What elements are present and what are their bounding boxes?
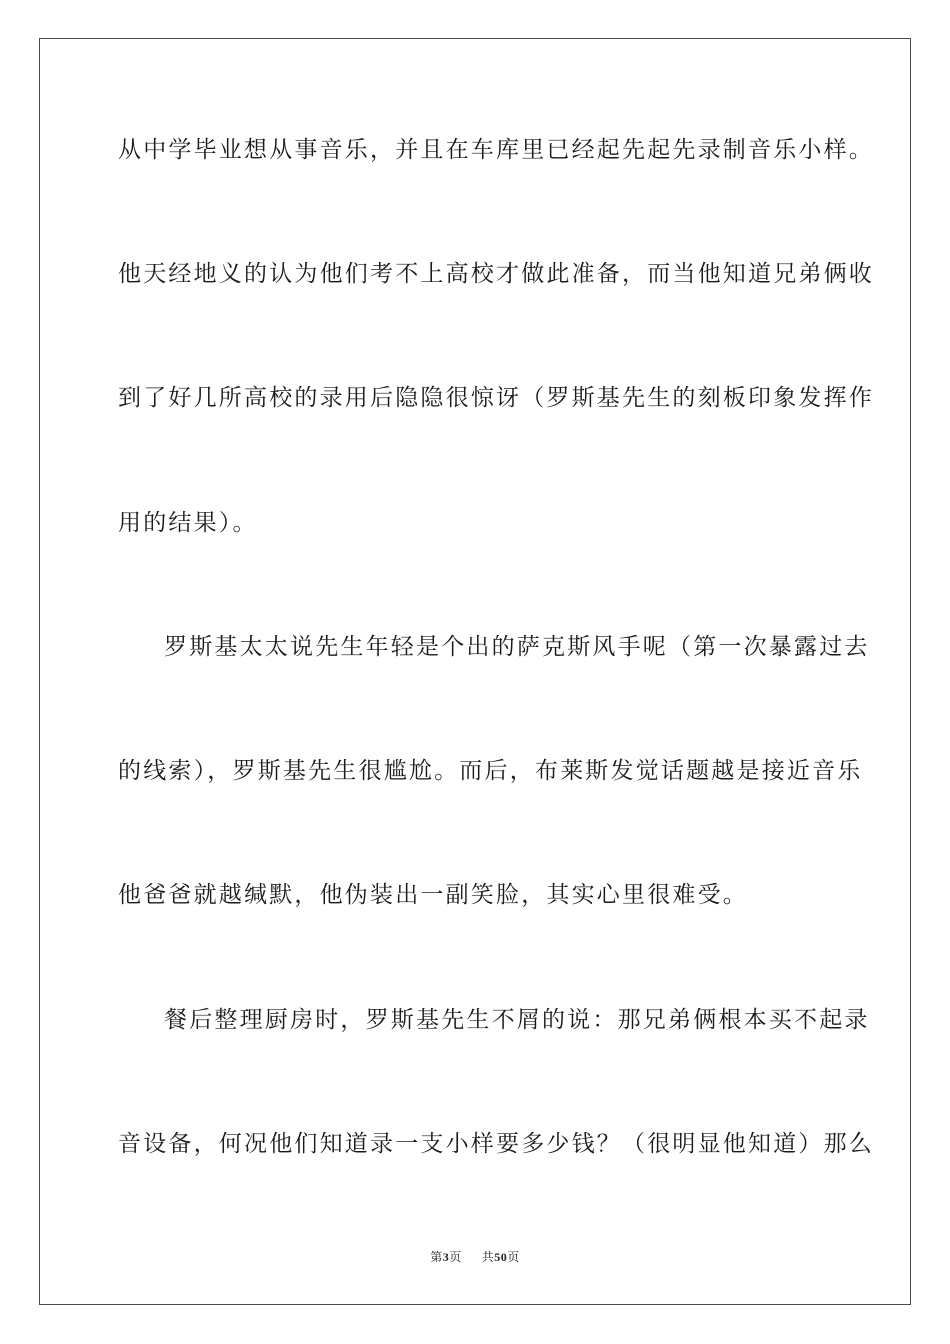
page-suffix: 页 xyxy=(449,1250,462,1264)
page-footer xyxy=(0,1248,950,1265)
text-line-4: 用的结果）。 xyxy=(118,510,258,536)
text-line-9: 音设备，何况他们知道录一支小样要多少钱？（很明显他知道）那么 xyxy=(118,1131,874,1157)
page-prefix: 第 xyxy=(430,1250,443,1264)
page-frame xyxy=(39,38,911,1305)
total-suffix: 页 xyxy=(507,1250,520,1264)
text-line-3: 到了好几所高校的录用后隐隐很惊讶（罗斯基先生的刻板印象发挥作 xyxy=(118,385,874,411)
text-line-5: 罗斯基太太说先生年轻是个出的萨克斯风手呢（第一次暴露过去 xyxy=(164,634,870,660)
page-number: 3 xyxy=(442,1250,450,1264)
text-line-1: 从中学毕业想从事音乐，并且在车库里已经起先起先录制音乐小样。 xyxy=(118,137,874,163)
total-pages: 50 xyxy=(494,1250,508,1264)
text-line-7: 他爸爸就越缄默，他伪装出一副笑脸，其实心里很难受。 xyxy=(118,882,748,908)
total-prefix: 共 xyxy=(481,1250,495,1264)
text-line-6: 的线索），罗斯基先生很尴尬。而后，布莱斯发觉话题越是接近音乐 xyxy=(118,758,863,784)
text-line-8: 餐后整理厨房时，罗斯基先生不屑的说：那兄弟俩根本买不起录 xyxy=(164,1007,870,1033)
text-line-2: 他天经地义的认为他们考不上高校才做此准备，而当他知道兄弟俩收 xyxy=(118,261,874,287)
